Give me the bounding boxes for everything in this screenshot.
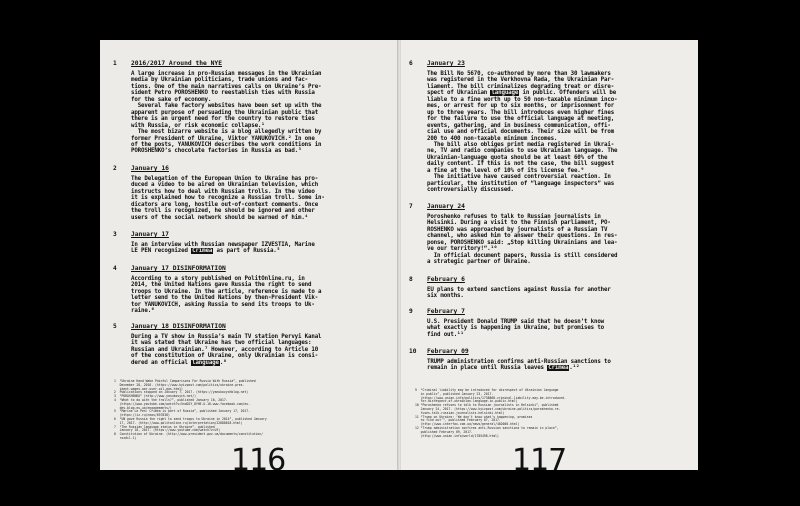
entry-4 (113, 265, 381, 315)
entry-heading: January 23 (427, 60, 465, 67)
entry-text: EU plans to extend sanctions against Russia for another six months. (427, 287, 611, 300)
entry-number: 10 (409, 348, 417, 355)
page-number: 116 (231, 443, 286, 470)
entry-6 (409, 60, 677, 194)
entry-text: Poroshenko refuses to talk to Russian journalists in Helsinki. During a visit to the Finnish parliament, PO- ROSHENKO was approached by journalists of a Russian TV channel, who asked him to answer their questions. In res- ponse, POROSHENKO said: „Stop killing Ukrainians and lea- ve our territory!“.¹⁰ In official document papers, Russia is still considered a strategic partner of Ukraine. (427, 214, 618, 266)
entry-heading: January 18 DISINFORMATION (131, 323, 226, 330)
entry-text: The Delegation of the European Union to Ukraine has pro- duced a video to be aired on Ukrainian television, which instructs how to deal with Russian trolls. In the video it is explained how to recognize a Russian troll. Some in- dicators are long, hostile out-of-context comments. Once the troll is recognized, he should be ignored and other users of the social network should be warned of him.⁴ (131, 176, 325, 221)
entry-10 (409, 348, 677, 372)
entry-3 (113, 231, 381, 255)
entry-text: According to a story published on PolitOnline.ru, in 2014, the United Nations gave Russia the right to send troops to Ukraine. In the article, reference is made to a letter send to the United Nations by then-President Vik- tor YANUKOVICH, asking Russia to send its troops to Uk- raine.⁶ (131, 276, 322, 315)
entry-text: The Bill No 5670, co-authored by more than 30 lawmakers was registered in the Verkhovna Rada, the Ukrainian Par- liament. The bill criminalizes degrading treat or disre- spect of Ukrainian language in public. Offenders will be liable to a fine worth up to 50 non-taxable minimum inco- mes, or arrest for up to six months, or imprisonment for up to three years. The bill introduces even higher fines for the failure to use the official language at meeting, events, gathering, and in business communication, offi- cial use and official documents. Their size will be from 200 to 400 non-taxable minimum incomes. The bill also obliges print media registered in Ukrai- ne, TV and radio companies to use Ukrainian language. The Ukrainian-language quota should be at least 60% of the daily content. If this is not the case, the bill suggest a fine at the level of 10% of its license fee.⁹ The initiative have caused controversial reaction. In particular, the institution of “language inspectors” was controversially discussed. (427, 71, 618, 194)
entry-8 (409, 276, 677, 300)
entry-heading: 2016/2017 Around the NYE (131, 60, 222, 67)
entry-number: 7 (409, 203, 413, 210)
entry-heading: January 17 (131, 231, 169, 238)
entry-text: A large increase in pro-Russian messages in the Ukrainian media by Ukrainian politicians, trade unions and fac- tions. One of the main narratives calls on Ukraine’s Pre- sident Petro POROSHENKO to reestablish ties with Russia for the sake of economy. Several fake factory websites have been set up with the apparent purpose of persuading the Ukrainian public that there is an urgent need for the country to restore ties with Russia, or risk economic collapse.¹ The most bizarre website is a blog allegedly written by former President of Ukraine, Viktor YANUKOVICH.² In one of the posts, YANUKOVICH describes the work conditions in POROSHENKO’s chocolate factories in Russia as bad.³ (131, 71, 322, 155)
entry-text: During a TV show in Russia’s main TV station Pervyi Kanal it was stated that Ukraine has two official languages: Russian and Ukrainian.⁷ However, according to Article 10 of the constitution of Ukraine, only Ukrainian is consi- dered an official language.⁸ (131, 334, 322, 366)
entry-number: 4 (113, 265, 117, 272)
left-page (100, 40, 397, 470)
entry-heading: February 6 (427, 276, 465, 283)
entry-9 (409, 308, 677, 338)
entry-number: 3 (113, 231, 117, 238)
entry-number: 6 (409, 60, 413, 67)
entry-heading: February 7 (427, 308, 465, 315)
entry-number: 8 (409, 276, 413, 283)
entry-number: 2 (113, 165, 117, 172)
entry-5 (113, 323, 381, 366)
entry-1 (113, 60, 381, 155)
entry-heading: January 17 DISINFORMATION (131, 265, 226, 272)
entry-number: 1 (113, 60, 117, 67)
footnotes: 1 “Ukraine Hand Wake Painful Comparisons For Russia With Russia”, published December 28, 2016. (https://www.kyivpost.com/politics/ukraine-pres- ident-wages-war-over-oil-gas.html) 2 Publications stopped on January 7, 2017. (https://yanukovychblog.net) 3 “POROSHENKO” (http://www.yanukovych.net/) 4 “What to do with the trolls?”, published January 16, 2017. (https://www.youtube.com/watch?v=5ndO2Y_8YHE-U-10-www.facebook.com/eu. dev.blog.eu.ua/engagements/) 5 “Marine Le Pen: Crimea is part of Russia”, published January 17, 2017. (https://iz.ru/news/657838) 6 “UN gave Russia the right to send troops to Ukraine in 2014”, published January 17, 2017. (http://www.politonline.ru/interpretation/22888818.html) 7 “The Russian language status in Ukraine”, published January 18, 2017. (https://www.youtube.com/watch?v=Uf) 8 Constitution of Ukraine. (http://www.president.gov.ua/documents/constitution/ rozdil-1) (114, 379, 267, 440)
entry-text: U.S. President Donald TRUMP said that he doesn’t know what exactly is happening in Ukraine, but promises to find out.¹¹ (427, 319, 605, 338)
entry-number: 5 (113, 323, 117, 330)
highlighted-term: Crimea (192, 248, 213, 255)
entry-heading: February 09 (427, 348, 469, 355)
entry-heading: January 16 (131, 165, 169, 172)
entry-7 (409, 203, 677, 266)
highlighted-term: language (491, 90, 519, 97)
highlighted-term: Crimea (548, 365, 569, 372)
page-number: 117 (512, 443, 567, 470)
highlighted-term: language (192, 359, 219, 366)
entry-text: In an interview with Russian newspaper IZVESTIA, Marine LE PEN recognized Crimea as part of Russia.⁵ (131, 242, 315, 255)
entry-2 (113, 165, 381, 221)
entry-text: TRUMP administration confirms anti-Russian sanctions to remain in place until Russia leaves Crimea.¹² (427, 359, 611, 372)
entry-number: 9 (409, 308, 413, 315)
entry-heading: January 24 (427, 203, 465, 210)
footnotes: 9 “Criminal liability may be introduced for disrespect of Ukrainian language in public”, published January 23, 2017. (https://www.unian.info/politics/1738868-criminal-liability-may-be-introduced- for-disrespect-of-ukrainian-language-in-public.html) 10 “Poroshenko refuses to talk to Russian journalists in Helsinki”, published January 24, 2017. (https://www.kyivpost.com/ukraine-politics/poroshenko-re- fuses-talk-russian-journalists-helsinki.html) 11 “Trump on Ukraine: ‘We don’t know what’s happening, promises to find out’”, published February 07, 2017. (http://www.interfax.com.ua/news/general/402000.html) 12 “Trump administration confirms anti-Russian sanctions to remain in place”, published February 09, 2017. (http://www.unian.info/world/1785498.html) (415, 388, 566, 438)
right-page (401, 40, 698, 470)
